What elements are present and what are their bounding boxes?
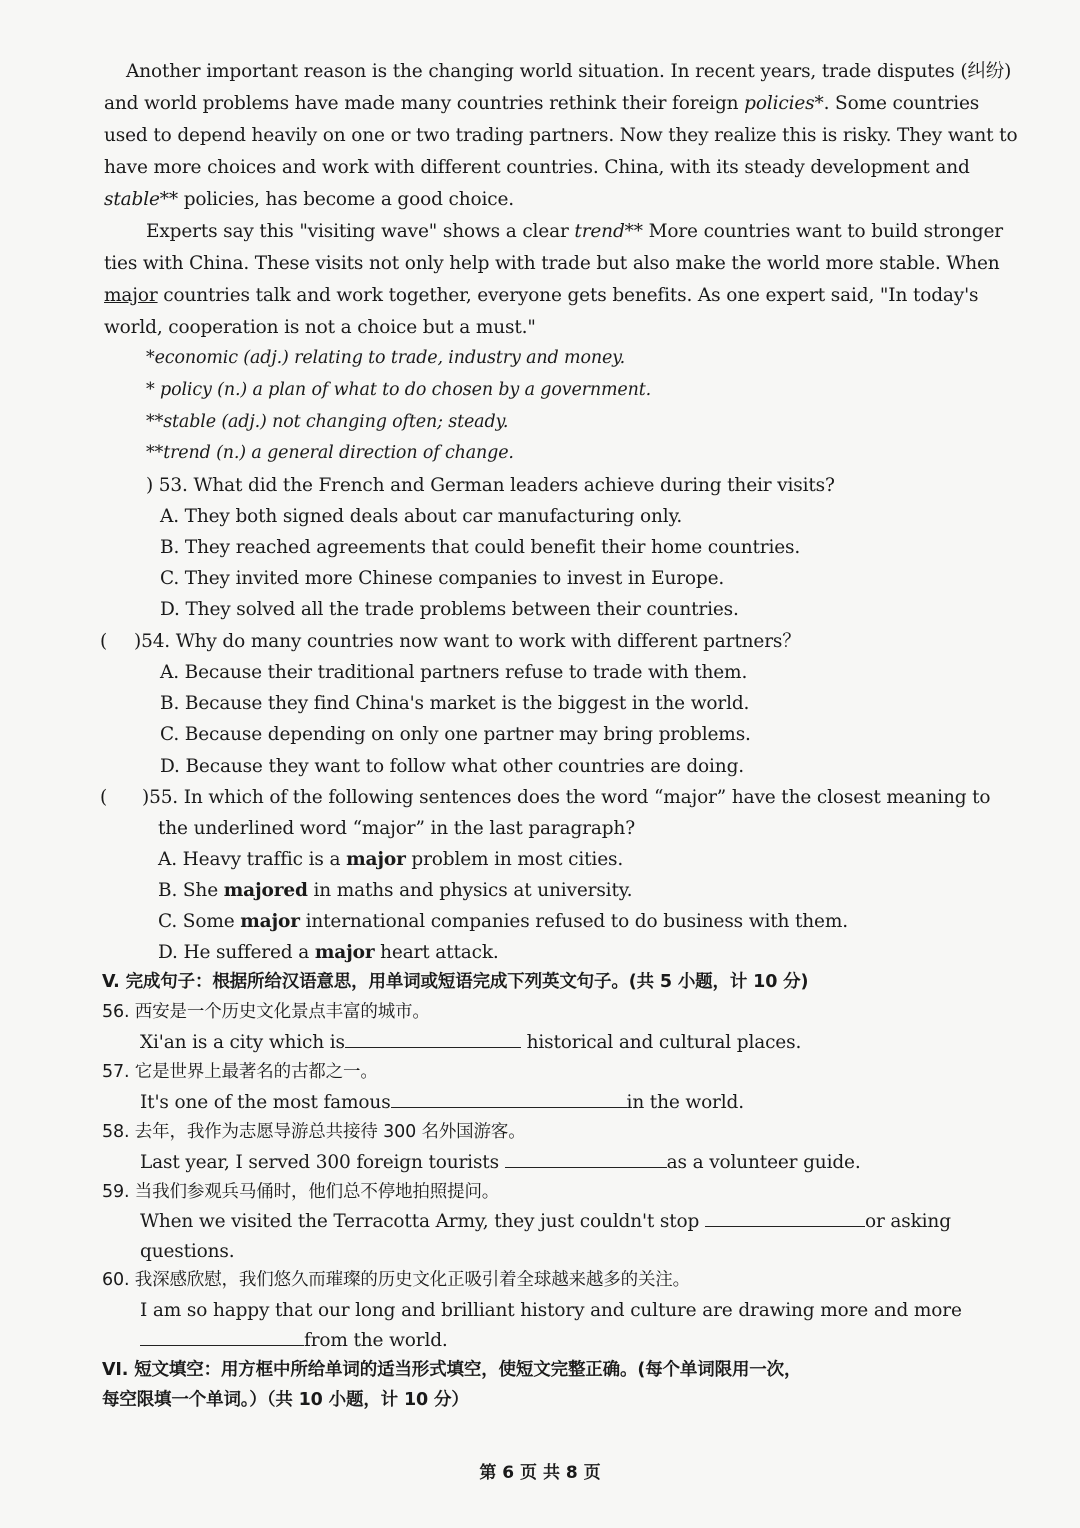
glossary-trend: **trend (n.) a general direction of change. xyxy=(146,443,514,463)
section5-heading: V. 完成句子：根据所给汉语意思，用单词或短语完成下列英文句子。(共 5 小题，计 10 分) xyxy=(102,972,809,992)
q53-option-c: C. They invited more Chinese companies to invest in Europe. xyxy=(160,568,725,589)
answer-blank-60[interactable] xyxy=(140,1327,304,1346)
item57-en-post: in the world. xyxy=(626,1092,744,1113)
glossary-stable: **stable (adj.) not changing often; steady. xyxy=(146,412,509,432)
p1-line1: Another important reason is the changing world situation. In recent years, trade disputes (纠纷) xyxy=(126,61,1012,82)
q54-paren: ( xyxy=(100,631,108,652)
item60-en-post: from the world. xyxy=(304,1330,448,1351)
q55-a-post: problem in most cities. xyxy=(405,849,624,870)
q55-option-c xyxy=(158,906,848,937)
q53-stem: ) 53. What did the French and German leaders achieve during their visits? xyxy=(146,475,835,496)
p2-line1-a: Experts say this "visiting wave" shows a clear xyxy=(146,221,575,242)
q55-b-post: in maths and physics at university. xyxy=(307,880,633,901)
item56-cn: 56. 西安是一个历史文化景点丰富的城市。 xyxy=(102,1002,430,1022)
item58-cn: 58. 去年，我作为志愿导游总共接待 300 名外国游客。 xyxy=(102,1122,526,1142)
page-number: 第 6 页 共 8 页 xyxy=(479,1463,601,1483)
p2-line1 xyxy=(146,216,1003,247)
section6-heading-line1: VI. 短文填空：用方框中所给单词的适当形式填空，使短文完整正确。(每个单词限用一次， xyxy=(102,1360,802,1380)
p1-line2-a: and world problems have made many countries rethink their foreign xyxy=(104,93,745,114)
trend-word: trend xyxy=(574,221,625,242)
footnote-mark: * xyxy=(814,93,824,114)
q55-paren: ( xyxy=(100,787,108,808)
item59-en xyxy=(140,1206,951,1237)
item57-en xyxy=(140,1087,744,1118)
item60-cn: 60. 我深感欣慰，我们悠久而璀璨的历史文化正吸引着全球越来越多的关注。 xyxy=(102,1270,690,1290)
q54-option-b: B. Because they find China's market is the biggest in the world. xyxy=(160,693,750,714)
q55-a-word: major xyxy=(346,849,406,870)
item56-en-post: historical and cultural places. xyxy=(520,1032,802,1053)
q55-d-word: major xyxy=(314,942,375,963)
answer-blank-59[interactable] xyxy=(705,1208,865,1227)
q55-d-pre: D. He suffered a xyxy=(158,942,315,963)
p1-line5 xyxy=(104,184,514,215)
glossary-economic: *economic (adj.) relating to trade, industry and money. xyxy=(146,348,625,368)
q55-b-pre: B. She xyxy=(158,880,224,901)
item58-en-post: as a volunteer guide. xyxy=(666,1152,861,1173)
q55-option-d xyxy=(158,937,499,968)
p1-line3: used to depend heavily on one or two trading partners. Now they realize this is risky. They want to xyxy=(104,125,1018,146)
q53-option-b: B. They reached agreements that could benefit their home countries. xyxy=(160,537,801,558)
item60-en: I am so happy that our long and brilliant history and culture are drawing more and more xyxy=(140,1300,962,1321)
q55-a-pre: A. Heavy traffic is a xyxy=(158,849,347,870)
item56-en-pre: Xi'an is a city which is xyxy=(140,1032,345,1053)
q55-c-pre: C. Some xyxy=(158,911,241,932)
p2-line4: world, cooperation is not a choice but a must." xyxy=(104,317,536,338)
item59-en-pre: When we visited the Terracotta Army, they just couldn't stop xyxy=(140,1211,705,1232)
p1-line5-b: policies, has become a good choice. xyxy=(177,189,514,210)
footnote-mark: ** xyxy=(624,221,643,242)
p2-line3 xyxy=(104,280,978,311)
item57-en-pre: It's one of the most famous xyxy=(140,1092,391,1113)
item59-en-line2: questions. xyxy=(140,1241,235,1262)
q55-c-word: major xyxy=(240,911,300,932)
item57-cn: 57. 它是世界上最著名的古都之一。 xyxy=(102,1062,378,1082)
item56-en xyxy=(140,1027,801,1058)
footnote-mark: ** xyxy=(159,189,178,210)
q55-b-word: majored xyxy=(223,880,308,901)
q53-option-a: A. They both signed deals about car manufacturing only. xyxy=(160,506,683,527)
item59-cn: 59. 当我们参观兵马俑时，他们总不停地拍照提问。 xyxy=(102,1182,500,1202)
answer-blank-58[interactable] xyxy=(505,1149,667,1168)
major-underlined-word: major xyxy=(104,285,158,306)
policies-word: policies xyxy=(744,93,815,114)
item60-en-line2 xyxy=(140,1325,448,1356)
q55-option-b xyxy=(158,875,632,906)
item59-en-post: or asking xyxy=(864,1211,951,1232)
p2-line3-b: countries talk and work together, everyone gets benefits. As one expert said, "In today's xyxy=(157,285,979,306)
answer-blank-57[interactable] xyxy=(391,1089,627,1108)
p1-line2 xyxy=(104,88,979,119)
item58-en-pre: Last year, I served 300 foreign tourists xyxy=(140,1152,505,1173)
q55-stem-line1: )55. In which of the following sentences does the word “major” have the closest meaning to xyxy=(142,787,991,808)
p2-line1-b: More countries want to build stronger xyxy=(642,221,1003,242)
section6-heading-line2: 每空限填一个单词。）（共 10 小题，计 10 分） xyxy=(102,1390,469,1410)
q54-stem: )54. Why do many countries now want to work with different partners？ xyxy=(134,631,801,652)
stable-word: stable xyxy=(104,189,160,210)
q54-option-c: C. Because depending on only one partner may bring problems. xyxy=(160,724,751,745)
q53-option-d: D. They solved all the trade problems between their countries. xyxy=(160,599,739,620)
q54-option-d: D. Because they want to follow what other countries are doing. xyxy=(160,756,744,777)
glossary-policy: * policy (n.) a plan of what to do chosen by a government. xyxy=(146,380,652,400)
p2-line2: ties with China. These visits not only help with trade but also make the world more stable. When xyxy=(104,253,1000,274)
answer-blank-56[interactable] xyxy=(345,1029,521,1048)
q55-d-post: heart attack. xyxy=(374,942,499,963)
q54-option-a: A. Because their traditional partners refuse to trade with them. xyxy=(160,662,748,683)
q55-stem-line2: the underlined word “major” in the last paragraph? xyxy=(158,818,635,839)
p1-line2-b: . Some countries xyxy=(823,93,980,114)
q55-option-a xyxy=(158,844,623,875)
p1-line4: have more choices and work with different countries. China, with its steady development and xyxy=(104,157,970,178)
q55-c-post: international companies refused to do business with them. xyxy=(299,911,848,932)
item58-en xyxy=(140,1147,861,1178)
